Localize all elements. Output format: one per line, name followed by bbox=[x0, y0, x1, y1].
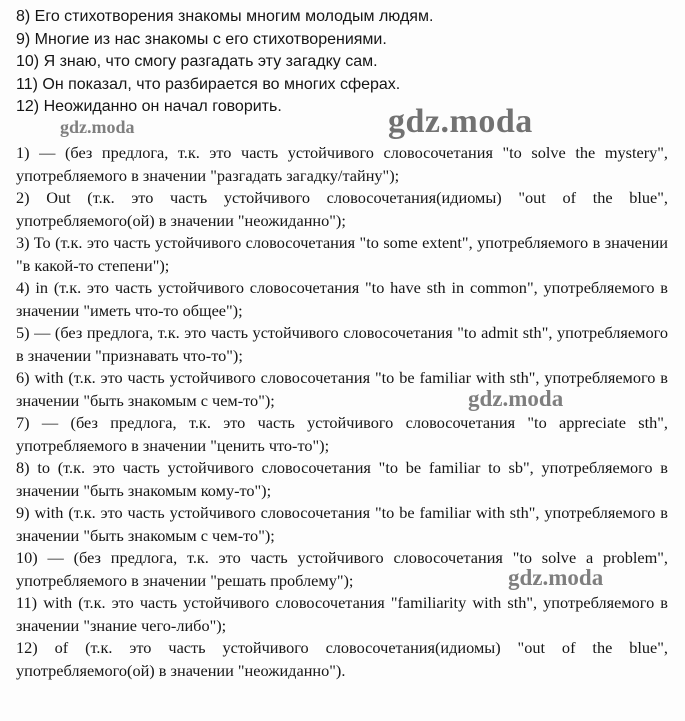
sentence-11: 11) Он показал, что разбирается во многих сферах. bbox=[16, 75, 401, 93]
sentence-10: 10) Я знаю, что смогу разгадать эту загадку сам. bbox=[16, 53, 378, 70]
sentence-9: 9) Многие из нас знакомы с его стихотворениями. bbox=[16, 30, 387, 48]
answer-3: 3) To (т.к. это часть устойчивого словосочетания "to some extent", употребляемого в значении "в какой-то степени"); bbox=[16, 233, 668, 275]
answer-12: 12) of (т.к. это часть устойчивого словосочетания(идиомы) "out of the blue", употребляемого(ой) в значении "неожиданно"). bbox=[16, 638, 668, 680]
sentence-12: 12) Неожиданно он начал говорить. bbox=[16, 98, 282, 115]
sentence-list bbox=[16, 6, 676, 119]
watermark-lower: gdz.moda bbox=[508, 565, 604, 590]
answer-10: 10) — (без предлога, т.к. это часть устойчивого словосочетания "to solve a problem", употребляемого в значении "решать проблему"); bbox=[16, 548, 668, 590]
sentence-8: 8) Его стихотворения знакомы многим молодым людям. bbox=[16, 8, 434, 25]
answer-7: 7) — (без предлога, т.к. это часть устойчивого словосочетания "to appreciate sth", употребляемого в значении "ценить что-то"); bbox=[16, 413, 668, 455]
answer-1: 1) — (без предлога, т.к. это часть устойчивого словосочетания "to solve the mystery", употребляемого в значении "разгадать загадку/тайну"); bbox=[16, 143, 668, 185]
answer-8: 8) to (т.к. это часть устойчивого словосочетания "to be familiar to sb", употребляемого в значении "быть знакомым кому-то"); bbox=[16, 458, 668, 500]
answer-4: 4) in (т.к. это часть устойчивого словосочетания "to have sth in common", употребляемого в значении "иметь что-то общее"); bbox=[16, 278, 668, 320]
watermark-large: gdz.moda bbox=[388, 103, 533, 140]
answer-6: 6) with (т.к. это часть устойчивого словосочетания "to be familiar with sth", употребляемого в значении "быть знакомым с чем-то"); bbox=[16, 368, 668, 410]
answer-5: 5) — (без предлога, т.к. это часть устойчивого словосочетания "to admit sth", употребляемого в значении "признавать что-то"); bbox=[16, 323, 668, 365]
answer-11: 11) with (т.к. это часть устойчивого словосочетания "familiarity with sth", употребляемого в значении "знание чего-либо"); bbox=[16, 593, 668, 635]
watermark-small: gdz.moda bbox=[60, 117, 135, 137]
answer-2: 2) Out (т.к. это часть устойчивого словосочетания(идиомы) "out of the blue", употребляемого(ой) в значении "неожиданно"); bbox=[16, 188, 668, 230]
answer-9: 9) with (т.к. это часть устойчивого словосочетания "to be familiar with sth", употребляемого в значении "быть знакомым с чем-то"); bbox=[16, 503, 668, 545]
answer-list bbox=[16, 142, 668, 682]
watermark-middle: gdz.moda bbox=[468, 386, 564, 411]
